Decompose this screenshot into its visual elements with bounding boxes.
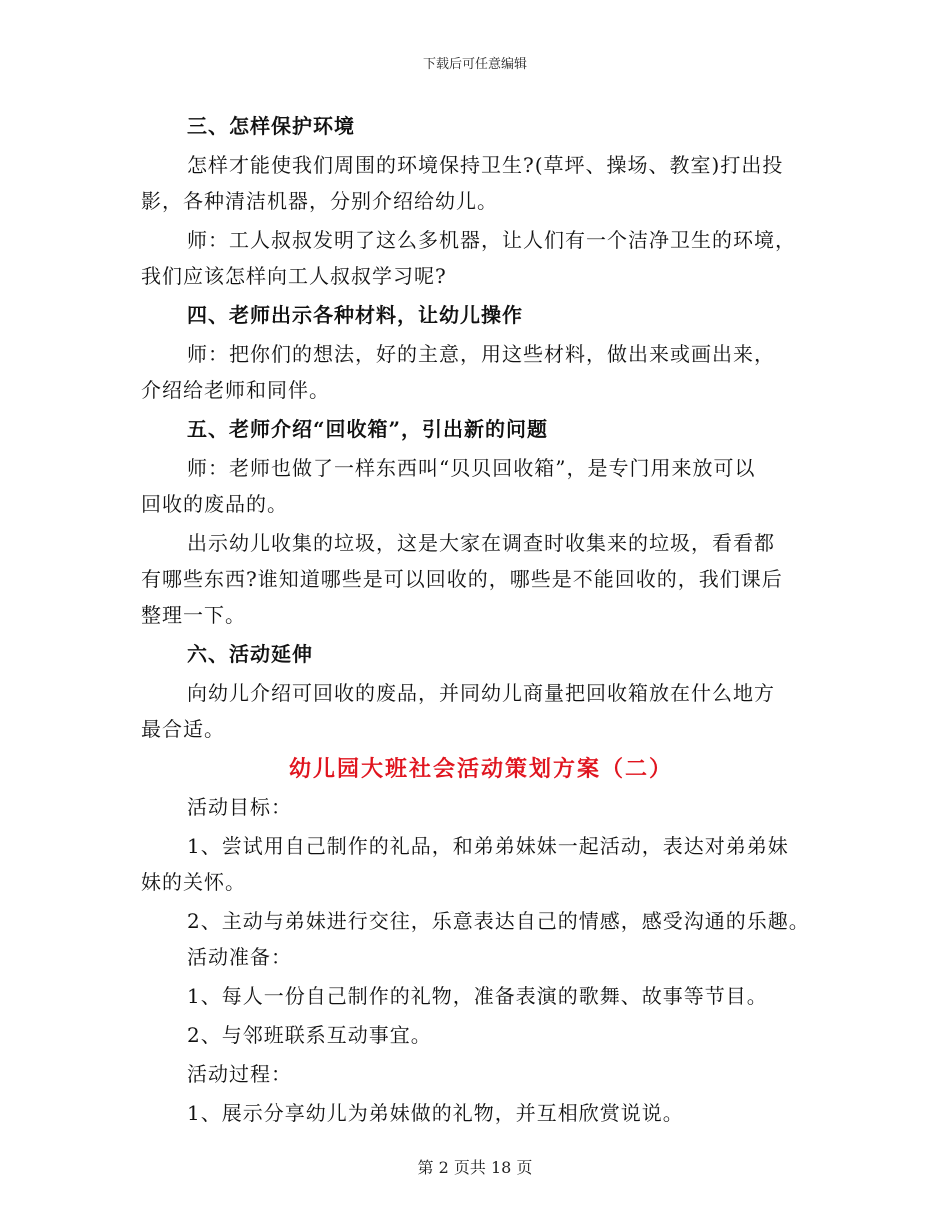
section-heading: 三、怎样保护环境 [187, 114, 355, 138]
paragraph-line: 怎样才能使我们周围的环境保持卫生?(草坪、操场、教室)打出投 [187, 153, 784, 177]
paragraph-line: 向幼儿介绍可回收的废品，并同幼儿商量把回收箱放在什么地方 [187, 681, 775, 705]
paragraph-line: 1、每人一份自己制作的礼物，准备表演的歌舞、故事等节目。 [187, 984, 768, 1008]
page-header: 下载后可任意编辑 [422, 57, 527, 72]
paragraph-line: 1、展示分享幼儿为弟妹做的礼物，并互相欣赏说说。 [187, 1101, 684, 1125]
paragraph-line: 介绍给老师和同伴。 [141, 378, 330, 402]
paragraph-line: 回收的废品的。 [141, 492, 288, 516]
paragraph-line: 我们应该怎样向工人叔叔学习呢? [141, 264, 447, 288]
paragraph-line: 最合适。 [141, 717, 225, 741]
paragraph-line: 出示幼儿收集的垃圾，这是大家在调查时收集来的垃圾，看看都 [187, 531, 775, 555]
paragraph-line: 1、尝试用自己制作的礼品，和弟弟妹妹一起活动，表达对弟弟妹 [187, 834, 789, 858]
document-body [141, 108, 821, 1131]
paragraph-line: 2、主动与弟妹进行交往，乐意表达自己的情感，感受沟通的乐趣。 [187, 909, 810, 933]
document-title: 幼儿园大班社会活动策划方案（二） [288, 756, 673, 782]
section-heading: 五、老师介绍“回收箱”，引出新的问题 [187, 417, 549, 441]
subsection-label: 活动过程： [187, 1062, 292, 1086]
paragraph-line: 有哪些东西?谁知道哪些是可以回收的，哪些是不能回收的，我们课后 [141, 567, 783, 591]
paragraph-line: 影，各种清洁机器，分别介绍给幼儿。 [141, 189, 498, 213]
paragraph-line: 师：把你们的想法，好的主意，用这些材料，做出来或画出来， [187, 342, 775, 366]
paragraph-line: 妹的关怀。 [141, 870, 246, 894]
paragraph-line: 师：工人叔叔发明了这么多机器，让人们有一个洁净卫生的环境， [187, 228, 796, 252]
paragraph-line: 师：老师也做了一样东西叫“贝贝回收箱”，是专门用来放可以 [187, 456, 756, 480]
subsection-label: 活动目标： [187, 795, 292, 819]
paragraph-line: 2、与邻班联系互动事宜。 [187, 1023, 432, 1047]
page-footer: 第 2 页共 18 页 [417, 1158, 533, 1177]
paragraph-line: 整理一下。 [141, 603, 246, 627]
section-heading: 四、老师出示各种材料，让幼儿操作 [187, 303, 523, 327]
section-heading: 六、活动延伸 [187, 642, 313, 666]
subsection-label: 活动准备： [187, 945, 292, 969]
